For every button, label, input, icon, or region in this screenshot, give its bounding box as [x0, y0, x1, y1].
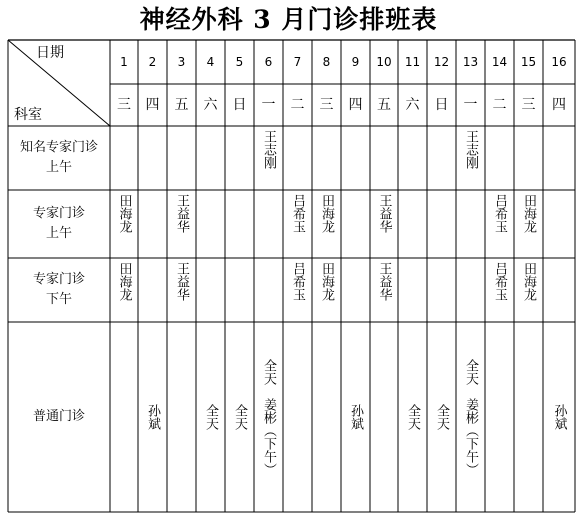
date-number: 13: [462, 54, 479, 69]
department-label-line: 知名专家门诊: [19, 140, 98, 155]
department-label: [8, 190, 110, 258]
doctor-assignment: [196, 322, 225, 512]
weekday-label: 五: [377, 96, 391, 113]
doctor-assignment: [485, 262, 514, 322]
doctor-assignment: [283, 262, 312, 322]
doctor-assignment-text: 吕希玉: [290, 194, 305, 233]
doctor-assignment: [514, 194, 543, 258]
department-label-line: 普通门诊: [32, 409, 85, 424]
doctor-assignment-text: 吕希玉: [492, 262, 507, 301]
doctor-assignment: [110, 262, 138, 322]
date-number: 15: [520, 54, 537, 69]
weekday-label: 一: [261, 96, 276, 113]
department-label-line: 专家门诊: [32, 272, 85, 287]
doctor-assignment-text: 王益华: [174, 194, 189, 233]
department-label: [8, 258, 110, 322]
doctor-assignment-text: 田海龙: [521, 262, 536, 301]
doctor-assignment: [456, 322, 485, 512]
doctor-assignment-text: 王志刚: [261, 130, 276, 169]
weekday-label: 二: [290, 96, 305, 113]
doctor-assignment-text: 田海龙: [521, 194, 536, 233]
date-number: 12: [433, 54, 450, 69]
doctor-assignment: [167, 194, 196, 258]
date-number: 3: [177, 54, 186, 69]
date-number: 16: [551, 54, 567, 69]
doctor-assignment: [370, 194, 398, 258]
weekday-label: 二: [492, 96, 507, 113]
doctor-assignment: [341, 322, 370, 512]
doctor-assignment: [138, 322, 167, 512]
doctor-assignment: [427, 322, 456, 512]
weekday-label: 四: [552, 96, 566, 113]
department-label-line: 专家门诊: [32, 206, 85, 221]
date-number: 14: [491, 54, 508, 69]
doctor-assignment: [485, 194, 514, 258]
doctor-assignment: [370, 262, 398, 322]
doctor-assignment-text: 王益华: [376, 194, 392, 233]
doctor-assignment: [514, 262, 543, 322]
doctor-assignment-text: 全天 姜彬（下午）: [463, 358, 478, 476]
doctor-assignment: [254, 130, 283, 190]
doctor-assignment-text: 田海龙: [319, 262, 334, 301]
weekday-label: 三: [521, 96, 536, 113]
doctor-assignment-text: 孙斌: [348, 404, 363, 430]
doctor-assignment-text: 全天 姜彬（下午）: [261, 358, 276, 476]
doctor-assignment: [254, 322, 283, 512]
department-label: [8, 126, 110, 190]
department-label: [8, 322, 110, 512]
doctor-assignment-text: 王益华: [376, 262, 392, 301]
doctor-assignment-text: 全天: [434, 404, 449, 430]
date-number: 10: [376, 54, 392, 69]
doctor-assignment-text: 孙斌: [551, 404, 567, 430]
weekday-label: 日: [434, 96, 449, 113]
date-header-label: 日期: [36, 45, 64, 61]
date-number: 9: [351, 54, 360, 69]
weekday-label: 六: [203, 96, 218, 113]
doctor-assignment: [110, 194, 138, 258]
doctor-assignment: [312, 194, 341, 258]
doctor-assignment-text: 孙斌: [145, 404, 160, 430]
doctor-assignment-text: 田海龙: [116, 262, 132, 301]
department-label-line: 上午: [45, 226, 72, 241]
department-label-line: 下午: [45, 292, 72, 307]
date-number: 1: [120, 54, 128, 69]
doctor-assignment-text: 全天: [232, 404, 247, 430]
weekday-label: 四: [145, 96, 160, 113]
date-number: 6: [264, 54, 273, 69]
weekday-label: 四: [348, 96, 363, 113]
date-number: 4: [206, 54, 215, 69]
doctor-assignment: [225, 322, 254, 512]
department-label-line: 上午: [45, 160, 72, 175]
date-number: 8: [322, 54, 331, 69]
doctor-assignment-text: 全天: [405, 404, 420, 430]
date-number: 2: [148, 54, 157, 69]
doctor-assignment: [312, 262, 341, 322]
weekday-label: 五: [174, 96, 189, 113]
department-header-label: 科室: [14, 107, 42, 123]
doctor-assignment: [543, 322, 575, 512]
weekday-label: 日: [232, 96, 247, 113]
doctor-assignment-text: 田海龙: [116, 194, 132, 233]
weekday-label: 三: [117, 96, 131, 113]
page-title: 神经外科 3 月门诊排班表: [139, 5, 438, 34]
doctor-assignment-text: 吕希玉: [492, 194, 507, 233]
doctor-assignment: [283, 194, 312, 258]
weekday-label: 三: [319, 96, 334, 113]
doctor-assignment: [398, 322, 427, 512]
doctor-assignment: [456, 130, 485, 190]
weekday-label: 六: [405, 96, 420, 113]
weekday-label: 一: [463, 96, 478, 113]
date-number: 7: [293, 54, 302, 69]
doctor-assignment: [167, 262, 196, 322]
doctor-assignment-text: 王志刚: [463, 130, 478, 169]
date-number: 5: [235, 54, 244, 69]
doctor-assignment-text: 全天: [203, 404, 218, 430]
doctor-assignment-text: 田海龙: [319, 194, 334, 233]
doctor-assignment-text: 吕希玉: [290, 262, 305, 301]
date-number: 11: [404, 54, 421, 69]
doctor-assignment-text: 王益华: [174, 262, 189, 301]
